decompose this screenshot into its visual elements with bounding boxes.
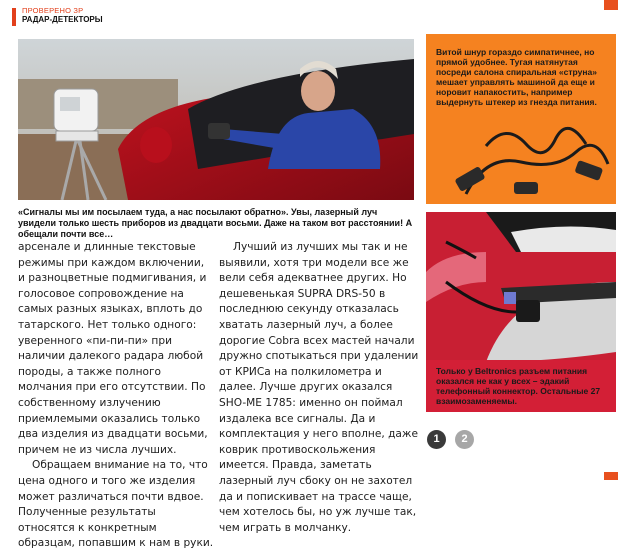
body-column-2 — [219, 240, 419, 536]
page-corner-tab-bottom — [604, 472, 618, 480]
page-2-badge: 2 — [455, 430, 474, 449]
body-paragraph: Обращаем внимание на то, что цена одного и того же изделия может различаться почти вдвое. Полученные результаты относятся к конкретным образцам, попавшим к нам в руки. — [18, 459, 214, 550]
section-title: РАДАР-ДЕТЕКТОРЫ — [22, 15, 103, 24]
main-photo-caption: «Сигналы мы им посылаем туда, а нас посылают обратно». Увы, лазерный луч увидели только шесть приборов из двадцати восьми. Даже на таком вот расстоянии! А обещали почти все… — [18, 207, 413, 239]
section-kicker: ПРОВЕРЕНО ЗР — [22, 6, 84, 15]
body-column-1 — [18, 240, 214, 552]
tester-with-speed-meter-photo-icon — [18, 39, 414, 200]
body-paragraph: Лучший из лучших мы так и не выявили, хотя три модели все же вели себя адекватнее других. Но дешевенькая SUPRA DRS-50 в последнюю секунду отказалась хватать лазерный луч, а более дорогие Cobra всех мастей начали дружно спотыкаться при удалении от КРИСа на полкилометра и далее. Лучше других оказался SHO-ME 1785: именно он поймал издалека все сигналы. Да и комплектация у него вполне, даже коврик противоскольжения имеется. Правда, заметать лазерный луч сбоку он не захотел да и попискивает на трассе чаще, чем хотелось бы, но уж лучше так, чем играть в молчанку. — [219, 241, 419, 534]
page-1-badge: 1 — [427, 430, 446, 449]
cord-panel — [426, 34, 616, 204]
connector-panel — [426, 212, 616, 412]
main-photo — [18, 39, 414, 200]
power-cords-photo-icon — [426, 34, 616, 204]
connector-caption: Только у Beltronics разъем питания оказался не как у всех – эдакий телефонный коннектор. Остальные 27 взаимозаменяемы. — [436, 366, 601, 406]
cord-caption: Витой шнур гораздо симпатичнее, но прямой удобнее. Тугая натянутая посреди салона спиральная «струна» мешает управлять машиной да еще и норовит напакостить, например выдернуть штекер из гнезда питания. — [436, 47, 597, 107]
section-accent-bar — [12, 8, 16, 26]
body-paragraph: арсенале и длинные текстовые режимы при каждом включении, и разноцветные подмигивания, и голосовое сопровождение на самых разных языках, вплоть до татарского. Нет только одного: уверенного «пи-пи-пи» при наличии далекого радара любой породы, а также полного молчания при его отсутствии. По собственному излучению приемлемыми оказались только два изделия из двадцати восьми, причем не из числа лучших. — [18, 241, 208, 456]
page-corner-tab — [604, 0, 618, 10]
